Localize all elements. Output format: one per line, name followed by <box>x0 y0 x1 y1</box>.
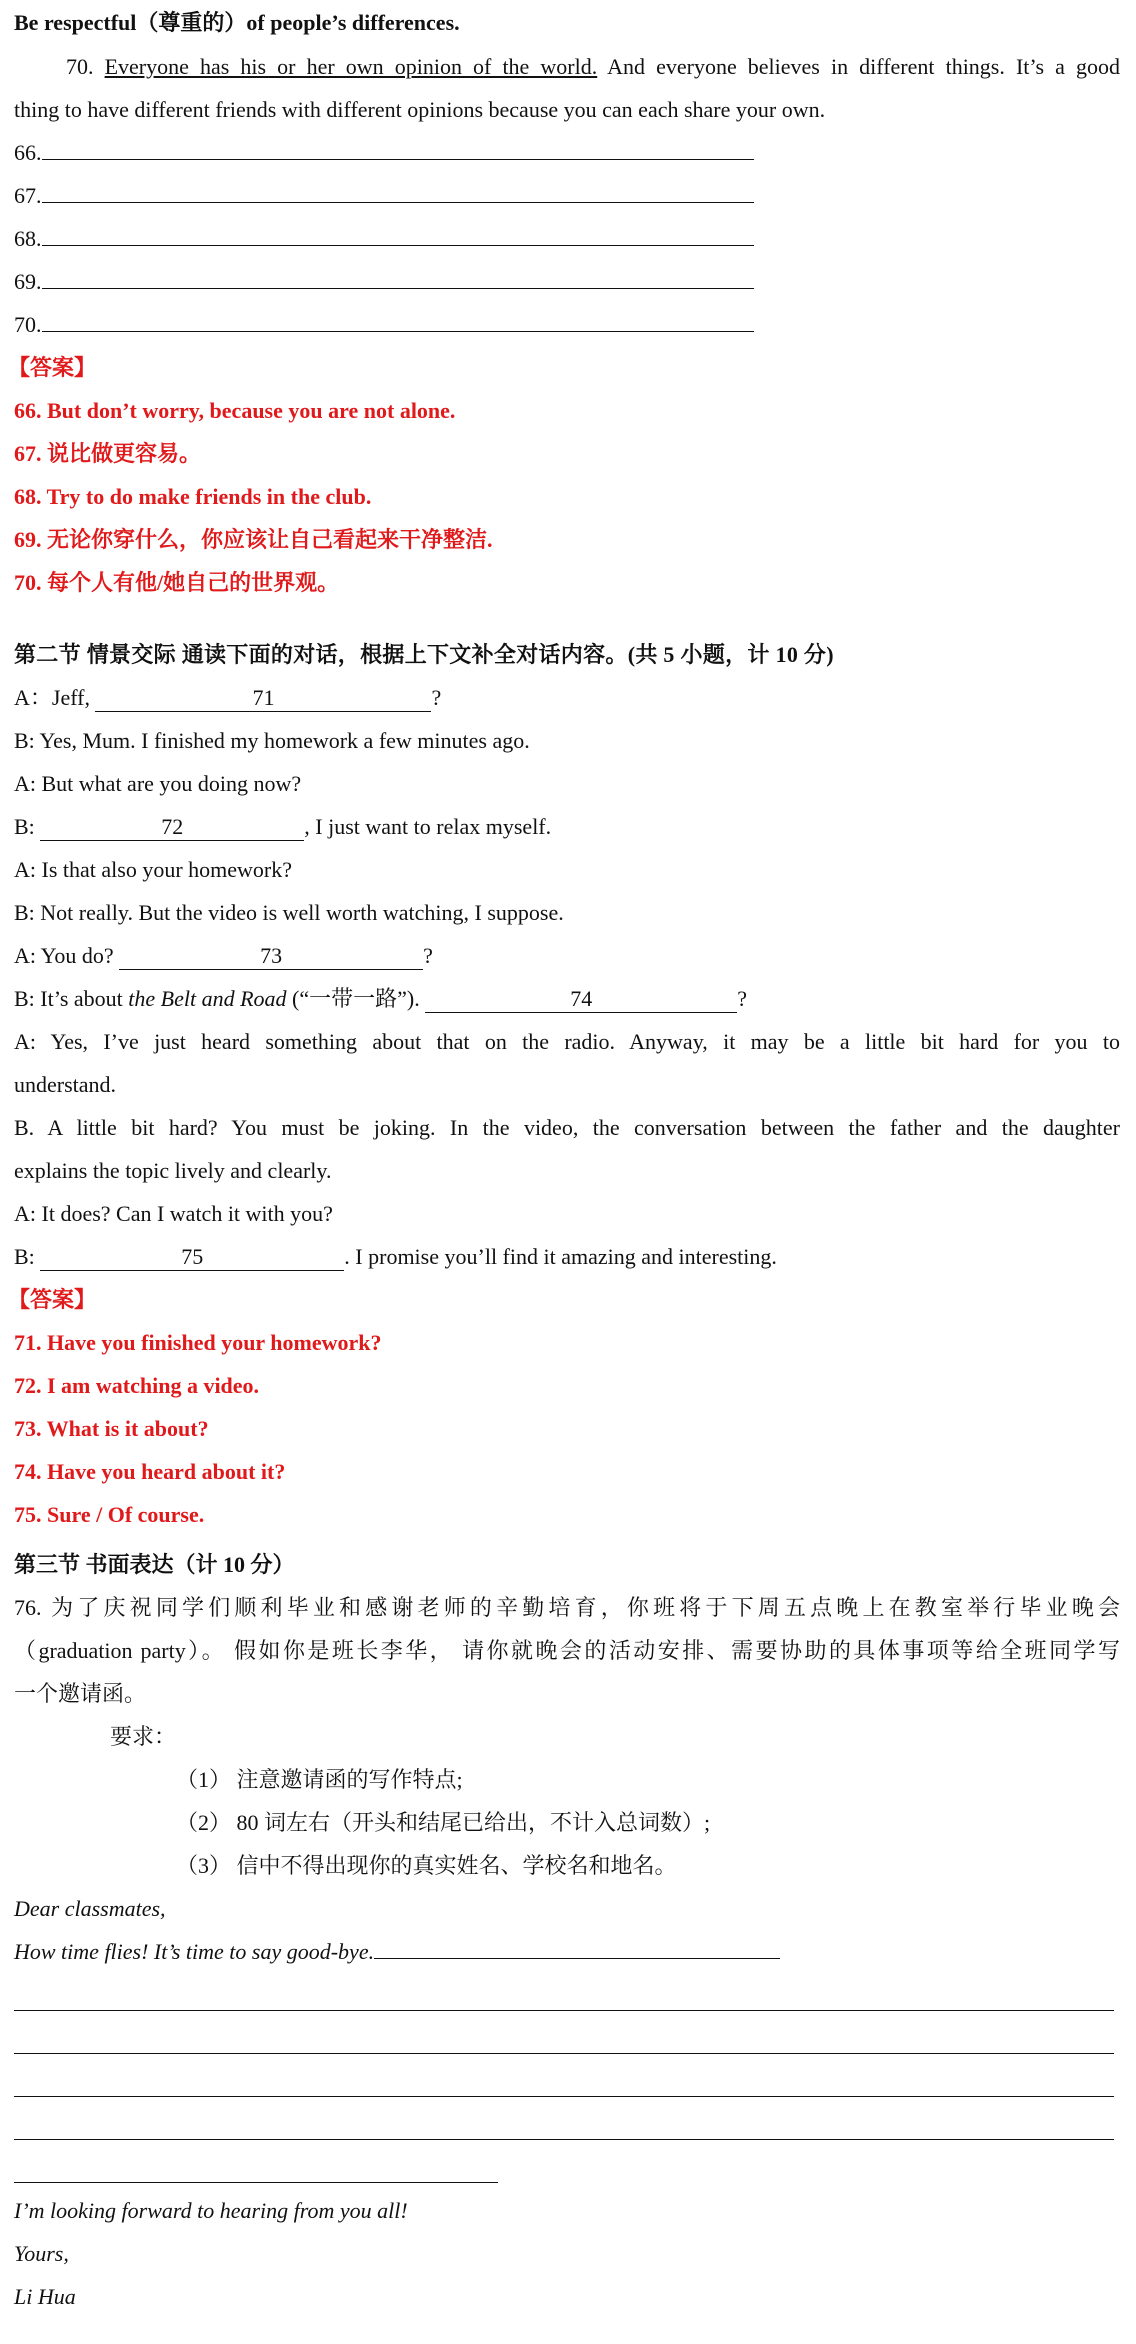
writing-line[interactable] <box>14 2182 498 2183</box>
blank-73[interactable]: 73 <box>119 943 423 970</box>
writing-prompt-line-2: （graduation party）。 假如你是班长李华， 请你就晚会的活动安排、需要协助的具体事项等给全班同学写 <box>14 1638 1120 1663</box>
section-heading: Be respectful（尊重的）of people’s differences. <box>14 10 460 35</box>
dialogue-line-6: B: Not really. But the video is well worth watching, I suppose. <box>14 900 564 925</box>
answer-72: 72. I am watching a video. <box>14 1373 260 1398</box>
dialogue-line-4: B: 72 , I just want to relax myself. <box>14 814 552 839</box>
blank-74[interactable]: 74 <box>425 986 737 1013</box>
blank-line-67: 67. <box>14 181 754 211</box>
dialogue-line-2: B: Yes, Mum. I finished my homework a few minutes ago. <box>14 728 530 753</box>
dialogue-line-14: B: 75 . I promise you’ll find it amazing and interesting. <box>14 1244 777 1269</box>
underlined-sentence: Everyone has his or her own opinion of the world. <box>104 54 598 79</box>
dialogue-line-5: A: Is that also your homework? <box>14 857 292 882</box>
answer-blank[interactable] <box>42 202 754 203</box>
answer-74: 74. Have you heard about it? <box>14 1459 286 1484</box>
answer-68: 68. Try to do make friends in the club. <box>14 484 372 509</box>
writing-line[interactable] <box>14 2010 1114 2011</box>
writing-line[interactable] <box>14 2139 1114 2140</box>
answer-75: 75. Sure / Of course. <box>14 1502 205 1527</box>
answer-69: 69. 无论你穿什么，你应该让自己看起来干净整洁. <box>14 527 493 552</box>
dialogue-line-11: B. A little bit hard? You must be joking. In the video, the conversation between the father and the daughter <box>14 1115 1120 1140</box>
answer-blank[interactable] <box>42 288 754 289</box>
letter-opening: How time flies! It’s time to say good-bye. <box>14 1937 780 1967</box>
dialogue-line-13: A: It does? Can I watch it with you? <box>14 1201 333 1226</box>
writing-line[interactable] <box>14 2053 1114 2054</box>
requirement-1: （1） 注意邀请函的写作特点; <box>176 1767 463 1792</box>
answer-blank[interactable] <box>42 159 754 160</box>
writing-prompt-line-3: 一个邀请函。 <box>14 1681 147 1706</box>
blank-72[interactable]: 72 <box>40 814 304 841</box>
letter-closing: I’m looking forward to hearing from you all! <box>14 2198 408 2223</box>
requirements-label: 要求： <box>110 1724 177 1749</box>
answer-66: 66. But don’t worry, because you are not alone. <box>14 398 456 423</box>
dialogue-line-7: A: You do? 73 ? <box>14 943 433 968</box>
letter-signature: Li Hua <box>14 2284 76 2309</box>
section2-title: 第二节 情景交际 通读下面的对话，根据上下文补全对话内容。(共 5 小题，计 10 分) <box>14 642 834 667</box>
blank-71[interactable]: 71 <box>95 685 431 712</box>
dialogue-line-10: understand. <box>14 1072 117 1097</box>
dialogue-line-8: B: It’s about the Belt and Road (“一带一路”). 74 ? <box>14 986 747 1011</box>
dialogue-line-3: A: But what are you doing now? <box>14 771 302 796</box>
letter-salutation: Dear classmates, <box>14 1896 166 1921</box>
section3-title: 第三节 书面表达（计 10 分） <box>14 1552 295 1577</box>
letter-yours: Yours, <box>14 2241 69 2266</box>
answer-label: 【答案】 <box>8 355 97 380</box>
answer-67: 67. 说比做更容易。 <box>14 441 202 466</box>
dialogue-line-1: A：Jeff, 71 ? <box>14 685 442 710</box>
paragraph-70: 70. Everyone has his or her own opinion of the world. And everyone believes in different things. It’s a good <box>66 54 1121 79</box>
blank-line-68: 68. <box>14 224 754 254</box>
answer-blank[interactable] <box>42 331 754 332</box>
answer-73: 73. What is it about? <box>14 1416 209 1441</box>
writing-line[interactable] <box>14 2096 1114 2097</box>
dialogue-line-12: explains the topic lively and clearly. <box>14 1158 332 1183</box>
answer-71: 71. Have you finished your homework? <box>14 1330 382 1355</box>
paragraph-70-line2: thing to have different friends with different opinions because you can each share your own. <box>14 97 826 122</box>
dialogue-line-9: A: Yes, I’ve just heard something about that on the radio. Anyway, it may be a little bit hard for you to <box>14 1029 1120 1054</box>
blank-line-66: 66. <box>14 138 754 168</box>
blank-75[interactable]: 75 <box>40 1244 344 1271</box>
blank-line-69: 69. <box>14 267 754 297</box>
writing-blank[interactable] <box>374 1958 780 1959</box>
blank-line-70: 70. <box>14 310 754 340</box>
writing-prompt-line-1: 76. 为了庆祝同学们顺利毕业和感谢老师的辛勤培育，你班将于下周五点晚上在教室举行毕业晚会 <box>14 1595 1120 1620</box>
requirement-3: （3） 信中不得出现你的真实姓名、学校名和地名。 <box>176 1853 677 1878</box>
answer-70: 70. 每个人有他/她自己的世界观。 <box>14 570 340 595</box>
answer-label: 【答案】 <box>8 1287 97 1312</box>
answer-blank[interactable] <box>42 245 754 246</box>
requirement-2: （2） 80 词左右（开头和结尾已给出，不计入总词数）; <box>176 1810 711 1835</box>
